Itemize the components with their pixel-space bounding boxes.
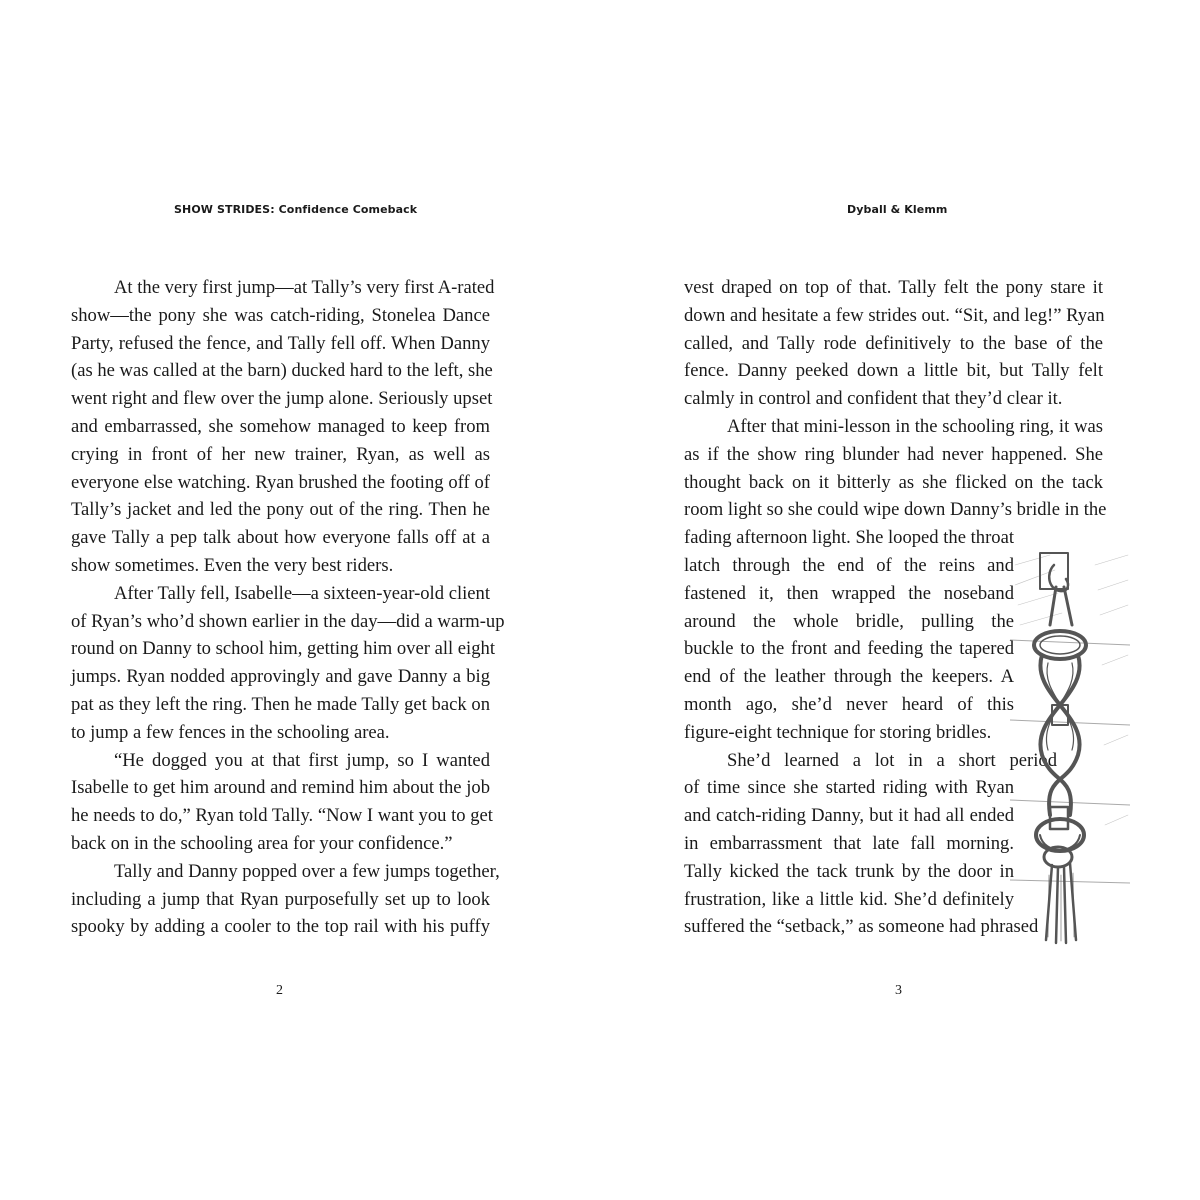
text-line: show sometimes. Even the very best riders.: [71, 554, 394, 576]
text-line: called, and Tally rode definitively to the base of the: [684, 332, 1103, 354]
text-line: month ago, she’d never heard of this: [684, 693, 1014, 715]
text-line: frustration, like a little kid. She’d definitely: [684, 888, 1014, 910]
text-line: room light so she could wipe down Danny’s bridle in the: [684, 499, 1107, 521]
text-line: After Tally fell, Isabelle—a sixteen-year-old client: [114, 582, 490, 604]
text-line: as if the show ring blunder had never happened. She: [684, 443, 1103, 465]
text-line: buckle to the front and feeding the tapered: [684, 638, 1014, 660]
text-line: down and hesitate a few strides out. “Sit, and leg!” Ryan: [684, 304, 1105, 326]
text-line: suffered the “setback,” as someone had phrased: [684, 916, 1039, 938]
text-line: of time since she started riding with Ryan: [684, 777, 1014, 799]
text-line: he needs to do,” Ryan told Tally. “Now I want you to get: [71, 805, 493, 827]
text-line: Tally and Danny popped over a few jumps together,: [114, 860, 500, 882]
right-page: [600, 0, 1200, 1200]
text-line: and catch-riding Danny, but it had all ended: [684, 805, 1014, 827]
text-line: fading afternoon light. She looped the throat: [684, 527, 1014, 549]
running-head-title: SHOW STRIDES: Confidence Comeback: [174, 203, 418, 216]
body-text: [71, 274, 505, 941]
page-number: 3: [895, 983, 902, 998]
text-line: figure-eight technique for storing bridles.: [684, 721, 992, 743]
text-line: end of the leather through the keepers. A: [684, 666, 1014, 688]
text-line: and embarrassed, she somehow managed to keep from: [71, 415, 490, 437]
text-line: She’d learned a lot in a short period: [727, 749, 1057, 771]
text-line: At the very first jump—at Tally’s very first A-rated: [114, 277, 495, 298]
text-line: back on in the schooling area for your confidence.”: [71, 832, 453, 854]
text-line: jumps. Ryan nodded approvingly and gave Danny a big: [71, 666, 490, 688]
bridle-illustration: [1010, 545, 1130, 945]
text-line: in embarrassment that late fall morning.: [684, 832, 1014, 854]
text-line: thought back on it bitterly as she flicked on the tack: [684, 471, 1103, 493]
text-line: (as he was called at the barn) ducked hard to the left, she: [71, 360, 493, 382]
text-line: Party, refused the fence, and Tally fell off. When Danny: [71, 332, 490, 354]
text-line: pat as they left the ring. Then he made Tally get back on: [71, 693, 490, 715]
text-line: including a jump that Ryan purposefully set up to look: [71, 888, 490, 910]
text-line: crying in front of her new trainer, Ryan, as well as: [71, 443, 490, 465]
text-line: of Ryan’s who’d shown earlier in the day—did a warm-up: [71, 610, 505, 632]
text-line: Tally kicked the tack trunk by the door in: [684, 860, 1014, 882]
text-line: latch through the end of the reins and: [684, 554, 1014, 576]
text-line: everyone else watching. Ryan brushed the footing off of: [71, 471, 490, 493]
text-line: “He dogged you at that first jump, so I wanted: [114, 749, 490, 771]
running-head-authors: Dyball & Klemm: [847, 203, 948, 216]
text-line: vest draped on top of that. Tally felt the pony stare it: [684, 277, 1103, 298]
page-number: 2: [276, 983, 283, 998]
text-line: fence. Danny peeked down a little bit, but Tally felt: [684, 360, 1103, 382]
text-line: to jump a few fences in the schooling area.: [71, 721, 390, 743]
text-line: around the whole bridle, pulling the: [684, 610, 1014, 632]
text-line: Tally’s jacket and led the pony out of the ring. Then he: [71, 499, 490, 521]
text-line: went right and flew over the jump alone. Seriously upset: [71, 388, 493, 410]
text-line: spooky by adding a cooler to the top rail with his puffy: [71, 916, 490, 938]
text-line: round on Danny to school him, getting him over all eight: [71, 638, 495, 660]
text-line: show—the pony she was catch-riding, Stonelea Dance: [71, 304, 490, 326]
text-line: After that mini-lesson in the schooling ring, it was: [727, 415, 1103, 437]
text-line: calmly in control and confident that they’d clear it.: [684, 388, 1063, 410]
text-line: gave Tally a pep talk about how everyone falls off at a: [71, 527, 490, 549]
text-line: Isabelle to get him around and remind him about the job: [71, 777, 490, 799]
text-line: fastened it, then wrapped the noseband: [684, 582, 1014, 604]
